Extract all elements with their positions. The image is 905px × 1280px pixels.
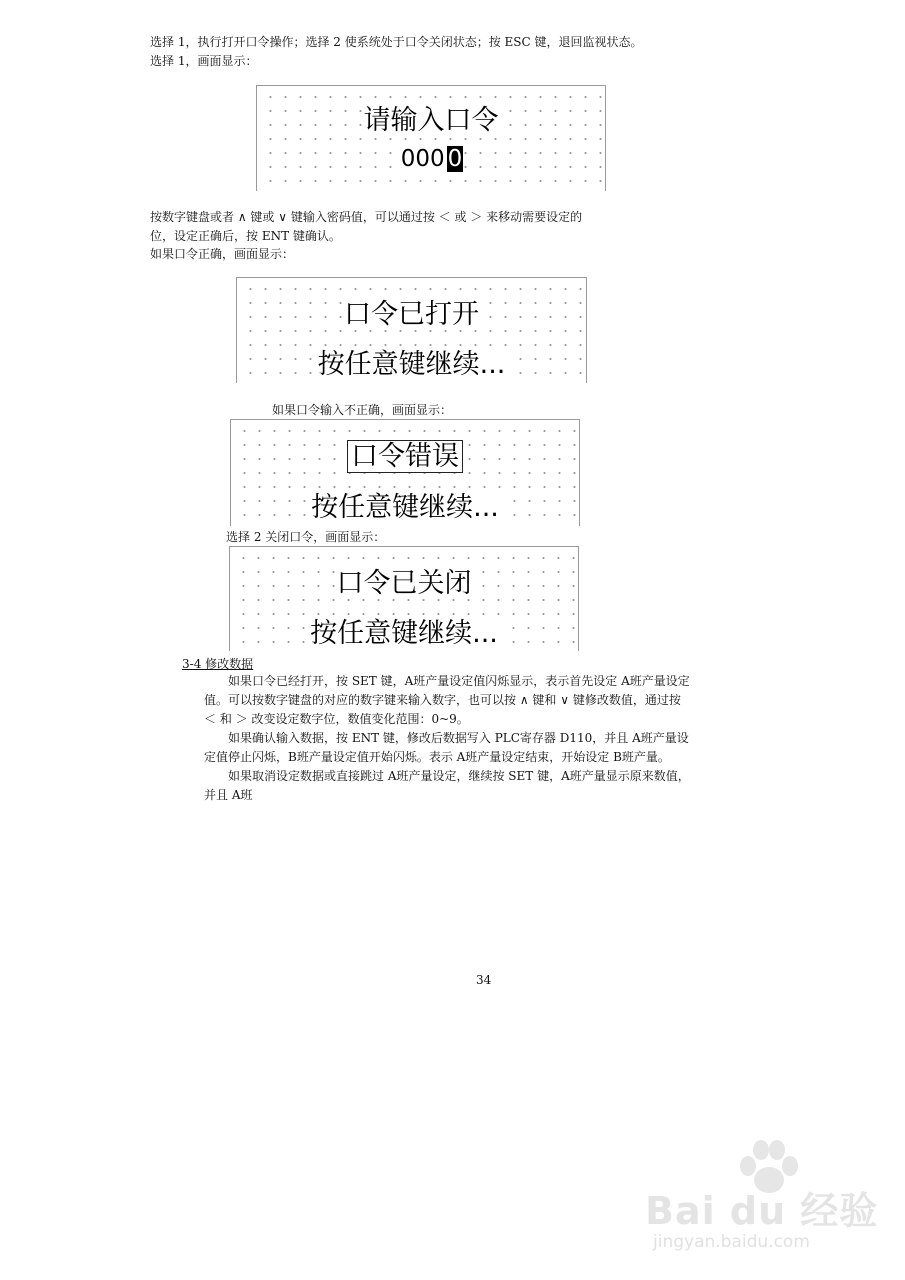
password-prompt <box>257 104 605 138</box>
wrong-line-1-text: 口令错误 <box>347 440 463 473</box>
closed-line-1-text: 口令已关闭 <box>336 568 472 599</box>
closed-line-2 <box>230 617 578 651</box>
section-paragraph-3: 如果取消设定数据或直接跳过 A班产量设定，继续按 SET 键，A班产量显示原来数值，并且 A班 <box>204 769 690 802</box>
opened-line-1 <box>237 298 586 332</box>
watermark-url: jingyan.baidu.com <box>653 1232 810 1252</box>
close-caption: 选择 2 关闭口令，画面显示： <box>226 530 386 544</box>
closed-line-2-text: 按任意键继续... <box>310 618 498 649</box>
closed-line-1 <box>230 567 578 601</box>
watermark-brand: Bai du 经验 <box>645 1189 879 1233</box>
opened-line-1-text: 口令已打开 <box>344 299 479 330</box>
wrong-caption: 如果口令输入不正确，画面显示： <box>272 403 453 417</box>
lcd-screen-wrong <box>230 419 580 526</box>
password-prompt-text: 请输入口令 <box>363 105 499 136</box>
lcd-screen-opened <box>236 277 587 383</box>
instructions-line-2: 位，设定正确后，按 ENT 键确认。 <box>150 229 341 243</box>
instructions-line-3: 如果口令正确，画面显示： <box>150 247 295 261</box>
section-heading: 3-4 修改数据 <box>182 657 254 671</box>
section-paragraph-1: 如果口令已经打开，按 SET 键，A班产量设定值闪烁显示，表示首先设定 A班产量设定值。可以按数字键盘的对应的数字键来输入数字，也可以按 ∧ 键和 ∨ 键修改数值，通过按 ＜ 和 ＞ 改变设定数字位，数值变化范围：0~9。 <box>204 674 690 726</box>
intro-line-1: 选择 1，执行打开口令操作；选择 2 使系统处于口令关闭状态；按 ESC 键，退回监视状态。 <box>150 35 643 49</box>
opened-line-2-text: 按任意键继续... <box>317 349 506 380</box>
lcd-screen-closed <box>229 546 579 651</box>
page-number: 34 <box>476 973 492 987</box>
password-digits: 000 <box>400 146 445 172</box>
wrong-line-2 <box>231 491 579 525</box>
password-value <box>257 142 605 176</box>
wrong-line-2-text: 按任意键继续... <box>311 492 499 523</box>
wrong-line-1 <box>231 440 579 474</box>
lcd-screen-password <box>256 85 606 191</box>
section-paragraph-2: 如果确认输入数据，按 ENT 键，修改后数据写入 PLC寄存器 D110，并且 A班产量设定值停止闪烁，B班产量设定值开始闪烁。表示 A班产量设定结束，开始设定 B班产量。 <box>204 731 689 764</box>
instructions-line-1: 按数字键盘或者 ∧ 键或 ∨ 键输入密码值，可以通过按 ＜ 或 ＞ 来移动需要设定的 <box>150 210 583 224</box>
password-cursor-digit: 0 <box>447 146 463 172</box>
intro-line-2: 选择 1，画面显示： <box>150 54 258 68</box>
opened-line-2 <box>237 348 586 382</box>
